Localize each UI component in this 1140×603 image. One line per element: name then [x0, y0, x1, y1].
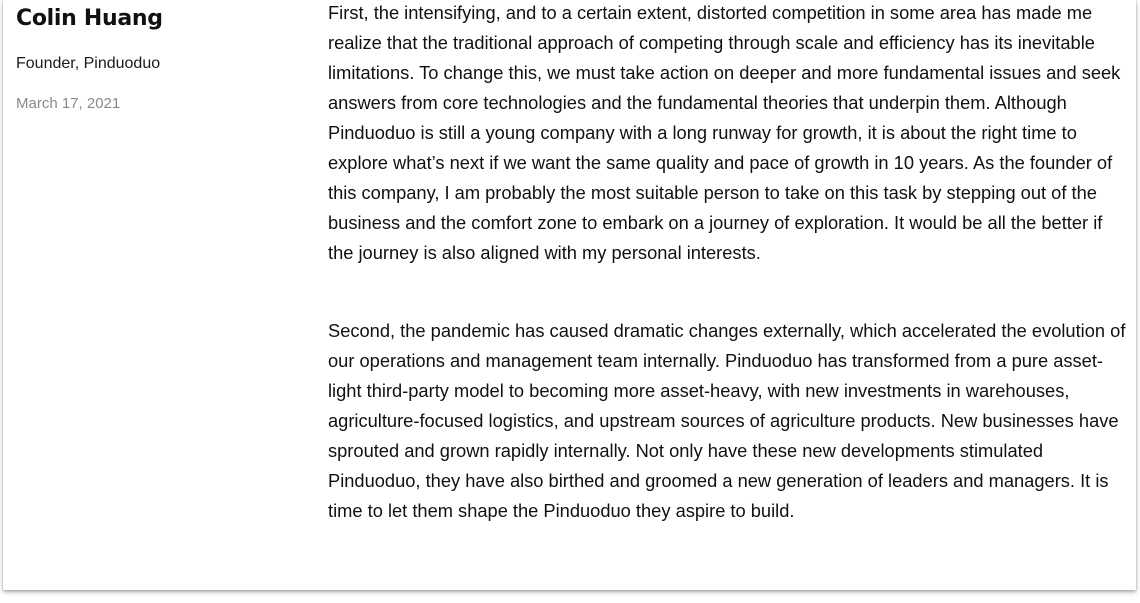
author-name: Colin Huang — [16, 6, 163, 31]
article-body — [328, 0, 1128, 526]
letter-card — [3, 0, 1136, 590]
paragraph-1: First, the intensifying, and to a certain extent, distorted competition in some area has made me realize that the traditional approach of competing through scale and efficiency has its inevitable limitations. To change this, we must take action on deeper and more fundamental issues and seek answers from core technologies and the fundamental theories that underpin them. Although Pinduoduo is still a young company with a long runway for growth, it is about the right time to explore what’s next if we want the same quality and pace of growth in 10 years. As the founder of this company, I am probably the most suitable person to take on this task by stepping out of the business and the comfort zone to embark on a journey of exploration. It would be all the better if the journey is also aligned with my personal interests. — [328, 2, 1121, 263]
author-info — [16, 0, 306, 114]
paragraph-2: Second, the pandemic has caused dramatic changes externally, which accelerated the evolution of our operations and management team internally. Pinduoduo has transformed from a pure asset-light third-party model to becoming more asset-heavy, with new investments in warehouses, agriculture-focused logistics, and upstream sources of agriculture products. New businesses have sprouted and grown rapidly internally. Not only have these new developments stimulated Pinduoduo, they have also birthed and groomed a new generation of leaders and managers. It is time to let them shape the Pinduoduo they aspire to build. — [328, 320, 1126, 521]
post-date: March 17, 2021 — [16, 95, 121, 112]
author-role: Founder, Pinduoduo — [16, 55, 161, 72]
